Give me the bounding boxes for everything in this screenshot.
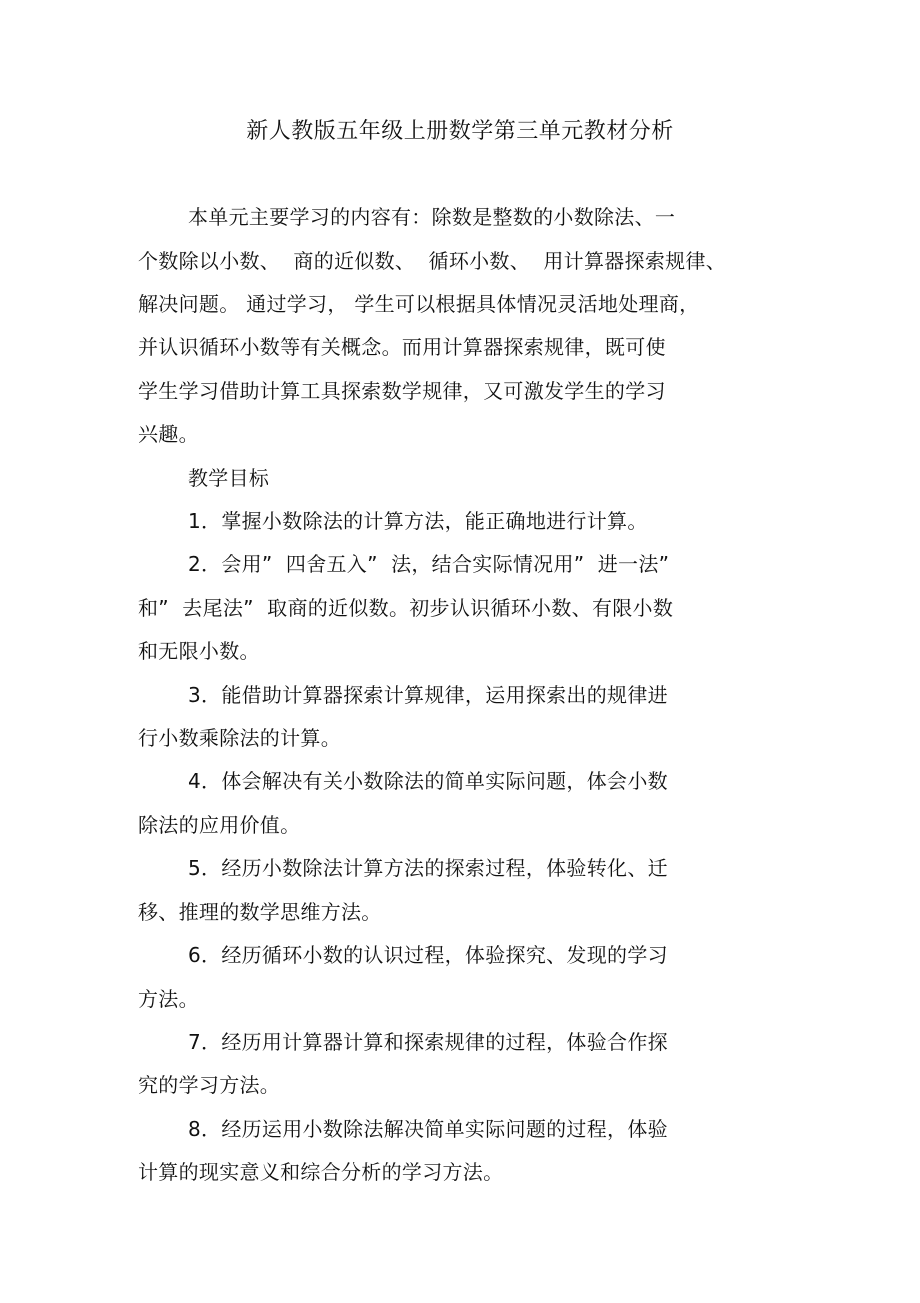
goal-3-line-1: 3．能借助计算器探索计算规律，运用探索出的规律进 — [188, 683, 668, 707]
document-title: 新人教版五年级上册数学第三单元教材分析 — [246, 119, 674, 144]
goal-5-line-1: 5．经历小数除法计算方法的探索过程，体验转化、迁 — [188, 856, 668, 880]
goal-3-line-2: 行小数乘除法的计算。 — [138, 726, 341, 750]
goal-6-line-2: 方法。 — [138, 987, 199, 1011]
goal-5-line-2: 移、推理的数学思维方法。 — [138, 900, 382, 924]
goal-2-line-1: 2．会用” 四舍五入” 法，结合实际情况用” 进一法” — [188, 552, 670, 576]
goal-7-line-2: 究的学习方法。 — [138, 1073, 281, 1097]
goal-7-line-1: 7．经历用计算器计算和探索规律的过程，体验合作探 — [188, 1030, 668, 1054]
goal-2-line-3: 和无限小数。 — [138, 639, 260, 663]
intro-line-5: 学生学习借助计算工具探索数学规律，又可激发学生的学习 — [138, 379, 666, 403]
goal-8-line-2: 计算的现实意义和综合分析的学习方法。 — [138, 1160, 504, 1184]
goal-2-line-2: 和” 去尾法” 取商的近似数。初步认识循环小数、有限小数 — [138, 596, 674, 620]
intro-line-4: 并认识循环小数等有关概念。而用计算器探索规律，既可使 — [138, 335, 666, 359]
goal-4-line-2: 除法的应用价值。 — [138, 813, 301, 837]
goal-8-line-1: 8．经历运用小数除法解决简单实际问题的过程，体验 — [188, 1117, 668, 1141]
intro-line-2: 个数除以小数、 商的近似数、 循环小数、 用计算器探索规律、 — [138, 249, 727, 273]
intro-line-1: 本单元主要学习的内容有：除数是整数的小数除法、一 — [188, 205, 676, 229]
goal-4-line-1: 4．体会解决有关小数除法的简单实际问题，体会小数 — [188, 769, 668, 793]
goal-1-line-1: 1．掌握小数除法的计算方法，能正确地进行计算。 — [188, 509, 648, 533]
intro-line-6: 兴趣。 — [138, 422, 199, 446]
goal-6-line-1: 6．经历循环小数的认识过程，体验探究、发现的学习 — [188, 943, 668, 967]
intro-line-3: 解决问题。 通过学习， 学生可以根据具体情况灵活地处理商， — [138, 292, 700, 316]
goals-heading: 教学目标 — [188, 466, 270, 490]
